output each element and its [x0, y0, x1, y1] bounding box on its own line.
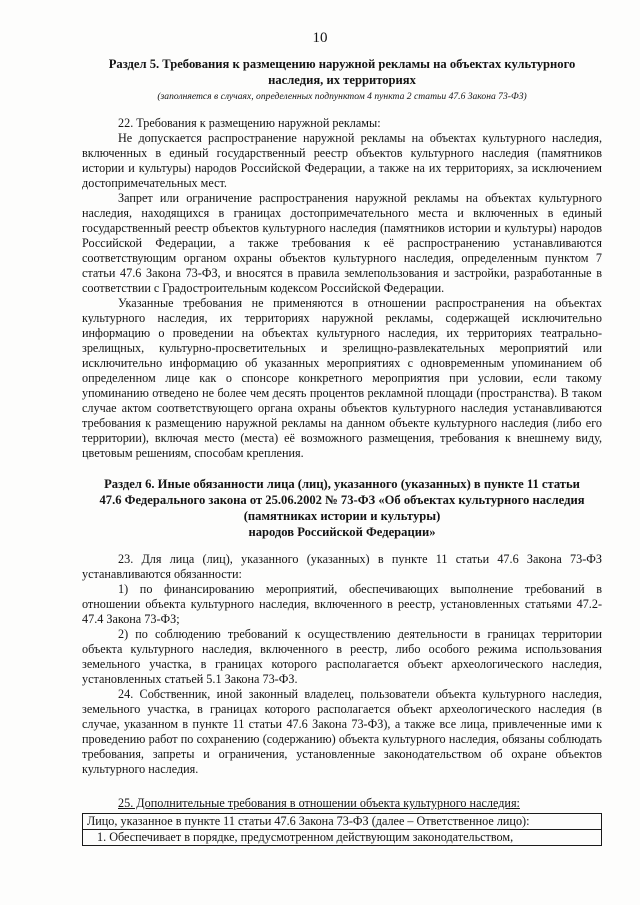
section-6-title-line-3: (памятниках истории и культуры) [243, 509, 441, 523]
paragraph-25-boxed-fields [82, 813, 602, 846]
section-6-title-line-1: Раздел 6. Иные обязанности лица (лиц), указанного (указанных) в пункте 11 статьи [104, 477, 580, 491]
paragraph-22-a: Не допускается распространение наружной рекламы на объектах культурного наследия, включенных в единый государственный реестр объектов культурного наследия (памятников истории и культуры) народов Российской Федерации, а также на их территориях, за исключением достопримечательных мест. [82, 131, 602, 190]
paragraph-22-heading: 22. Требования к размещению наружной рекламы: [118, 116, 381, 130]
section-6-heading [82, 476, 602, 540]
paragraph-23-item-1: 1) по финансированию мероприятий, обеспечивающих выполнение требований в отношении объекта культурного наследия, включенного в реестр, установленных статьями 47.2-47.4 Закона 73-ФЗ; [82, 582, 602, 626]
section-5-body [82, 116, 602, 461]
paragraph-23-item-2: 2) по соблюдению требований к осуществлению деятельности в границах территории объекта культурного наследия, включенного в реестр, либо особого режима использования земельного участка, в границах которого располагается объект археологического наследия, установленных статьей 5.1 Закона 73-ФЗ. [82, 627, 602, 686]
section-5-heading [82, 56, 602, 103]
section-5-title-line-1: Раздел 5. Требования к размещению наружной рекламы на объектах культурного [108, 57, 576, 71]
paragraph-24: 24. Собственник, иной законный владелец, пользователи объекта культурного наследия, земельного участка, в границах которого располагается объект археологического наследия (в случае, указанном в пункте 11 статьи 47.6 Закона 73-ФЗ), а также все лица, привлеченные ими к проведению работ по сохранению (содержанию) объекта культурного наследия, обязаны соблюдать требования, запреты и ограничения, установленные законодательством об охране объектов культурного наследия. [82, 687, 602, 776]
section-6-title-line-2: 47.6 Федерального закона от 25.06.2002 № 73-ФЗ «Об объектах культурного наследия [99, 493, 585, 507]
paragraph-25-block [82, 796, 602, 846]
section-6-title-line-4: народов Российской Федерации» [248, 525, 436, 539]
page-number: 10 [312, 30, 328, 46]
paragraph-23-heading: 23. Для лица (лиц), указанного (указанных) в пункте 11 статьи 47.6 Закона 73-ФЗ устанавливаются обязанности: [82, 552, 602, 581]
section-6-body [82, 552, 602, 777]
paragraph-22-b: Запрет или ограничение распространения наружной рекламы на объектах культурного наследия, находящихся в границах достопримечательного места и включенных в единый государственный реестр объектов культурного наследия (памятников истории и культуры) народов Российской Федерации, а также требования к её распространению устанавливаются соответствующим органом охраны объектов культурного наследия, определенным пунктом 7 статьи 47.6 Закона 73-ФЗ, и вносятся в правила землепользования и застройки, разработанные в соответствии с Градостроительным кодексом Российской Федерации. [82, 191, 602, 295]
section-5-note: (заполняется в случаях, определенных подпунктом 4 пункта 2 статьи 47.6 Закона 73-ФЗ) [157, 91, 527, 102]
paragraph-22-c: Указанные требования не применяются в отношении распространения на объектах культурного наследия, их территориях наружной рекламы, содержащей исключительно информацию о проведении на объектах культурного наследия, их территориях театрально-зрелищных, культурно-просветительных и зрелищно-развлекательных мероприятий или исключительно информацию об указанных мероприятиях с одновременным упоминанием об определенном лице как о спонсоре конкретного мероприятия при условии, если такому упоминанию отведено не более чем десять процентов рекламной площади (пространства). В таком случае актом соответствующего органа охраны объектов культурного наследия устанавливаются требования к размещению наружной рекламы на данном объекте культурного наследия (либо его территории), включая место (места) её возможного размещения, требования к внешнему виду, цветовым решениям, способам крепления. [82, 296, 602, 460]
obligation-1-field: 1. Обеспечивает в порядке, предусмотренном действующим законодательством, [82, 830, 602, 846]
paragraph-25-heading: 25. Дополнительные требования в отношении объекта культурного наследия: [118, 796, 520, 810]
responsible-person-field: Лицо, указанное в пункте 11 статьи 47.6 Закона 73-ФЗ (далее – Ответственное лицо): [82, 813, 602, 830]
section-5-title-line-2: наследия, их территориях [268, 73, 416, 87]
